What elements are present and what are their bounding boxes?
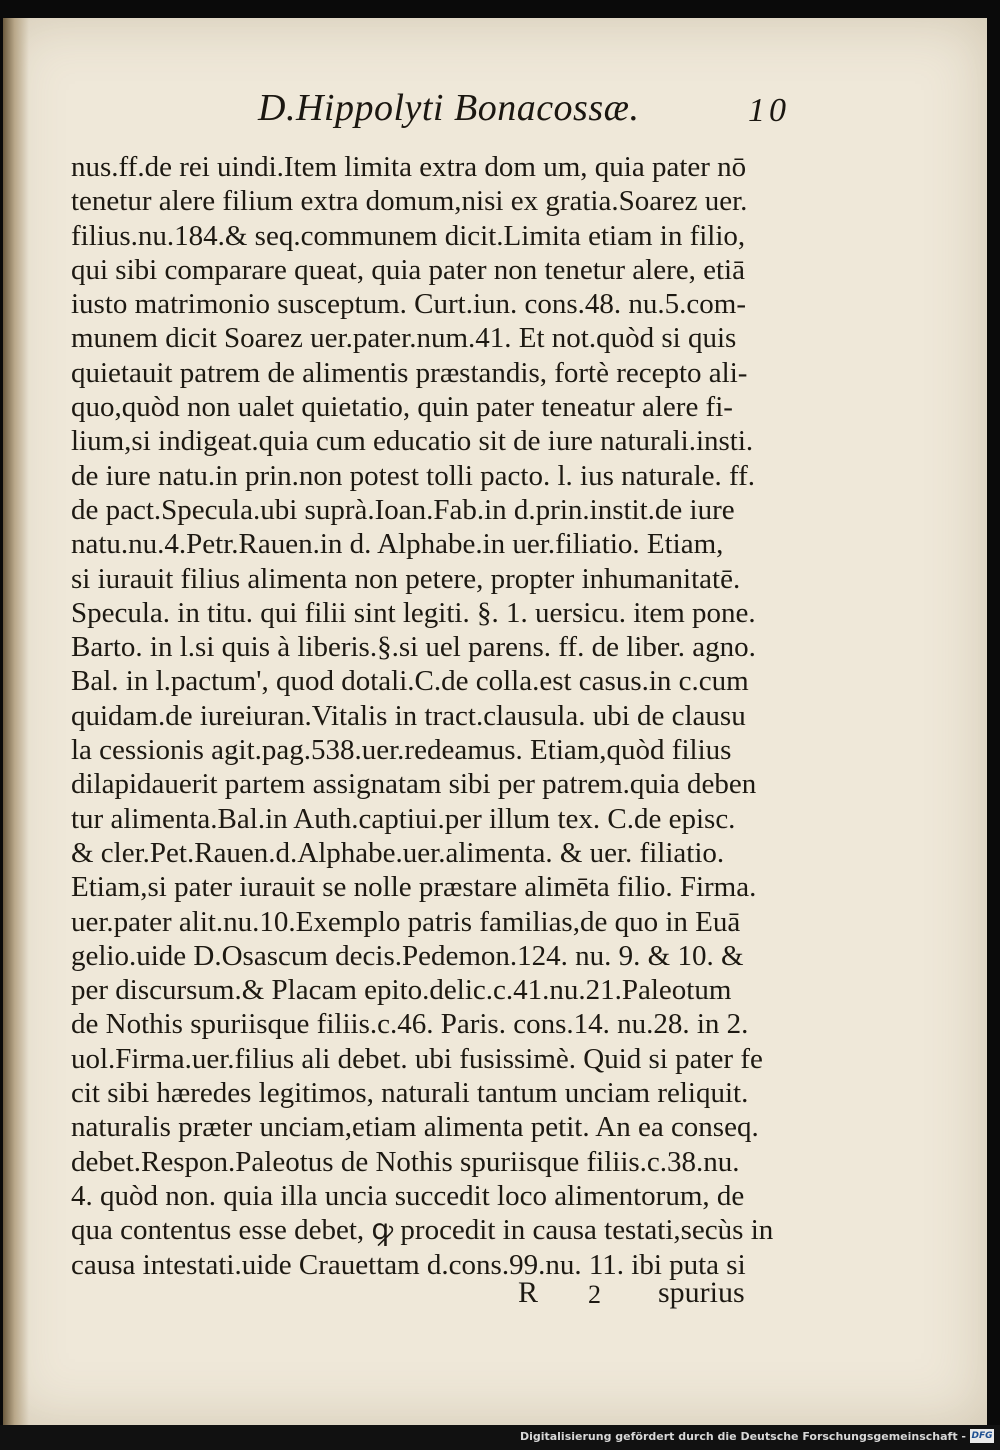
text-line: causa intestati.uide Crauettam d.cons.99.nu. 11. ibi puta si: [71, 1248, 746, 1281]
text-line: per discursum.& Placam epito.delic.c.41.nu.21.Paleotum: [71, 974, 732, 1007]
text-line: natu.nu.4.Petr.Rauen.in d. Alphabe.in uer.filiatio. Etiam,: [71, 528, 724, 561]
signature-mark: R: [518, 1276, 539, 1309]
dfg-logo-icon: DFG: [971, 1431, 993, 1441]
text-line: iusto matrimonio susceptum. Curt.iun. cons.48. nu.5.com-: [71, 288, 747, 321]
text-line: si iurauit filius alimenta non petere, propter inhumanitatē.: [71, 562, 741, 595]
text-line: debet.Respon.Paleotus de Nothis spuriisque filiis.c.38.nu.: [71, 1145, 740, 1178]
text-line: munem dicit Soarez uer.pater.num.41. Et not.quòd si quis: [71, 322, 737, 355]
text-line: dilapidauerit partem assignatam sibi per patrem.quia deben: [71, 768, 757, 801]
text-line: la cessionis agit.pag.538.uer.redeamus. Etiam,quòd filius: [71, 734, 732, 767]
text-line: Barto. in l.si quis à liberis.§.si uel parens. ff. de liber. agno.: [71, 631, 756, 664]
body-text: [71, 150, 831, 1282]
text-line: qui sibi comparare queat, quia pater non tenetur alere, etiā: [71, 253, 745, 286]
text-line: Etiam,si pater iurauit se nolle præstare alimēta filio. Firma.: [71, 871, 757, 904]
page-binding-edge: [3, 18, 29, 1425]
text-line: gelio.uide D.Osascum decis.Pedemon.124. nu. 9. & 10. &: [71, 939, 744, 972]
text-line: Specula. in titu. qui filii sint legiti. §. 1. uersicu. item pone.: [71, 596, 756, 629]
text-line: quidam.de iureiuran.Vitalis in tract.clausula. ubi de clausu: [71, 699, 746, 732]
text-line: uol.Firma.uer.filius ali debet. ubi fusissimè. Quid si pater fe: [71, 1042, 763, 1075]
text-line: Bal. in l.pactum', quod dotali.C.de colla.est casus.in c.cum: [71, 665, 749, 698]
running-title: D.Hippolyti Bonacossæ.: [258, 87, 640, 129]
text-line: lium,si indigeat.quia cum educatio sit de iure naturali.insti.: [71, 425, 754, 458]
digitization-credit-bar: [0, 1425, 1000, 1450]
text-line: quietauit patrem de alimentis præstandis, fortè recepto ali-: [71, 356, 748, 389]
book-page: [3, 18, 987, 1425]
text-line: de Nothis spuriisque filiis.c.46. Paris. cons.14. nu.28. in 2.: [71, 1008, 749, 1041]
text-line: cit sibi hæredes legitimos, naturali tantum unciam reliquit.: [71, 1077, 749, 1110]
text-line: quo,quòd non ualet quietatio, quin pater teneatur alere fi-: [71, 391, 733, 424]
text-line: tenetur alere filium extra domum,nisi ex gratia.Soarez uer.: [71, 185, 748, 218]
text-line: de pact.Specula.ubi suprà.Ioan.Fab.in d.prin.instit.de iure: [71, 493, 735, 526]
text-line: naturalis præter unciam,etiam alimenta petit. An ea conseq.: [71, 1111, 759, 1144]
running-head: [3, 86, 987, 146]
digitization-credit-text: Digitalisierung gefördert durch die Deutsche Forschungsgemeinschaft -: [519, 1430, 966, 1443]
text-line: qua contentus esse debet, ꝙ procedit in causa testati,secùs in: [71, 1214, 774, 1247]
text-line: uer.pater alit.nu.10.Exemplo patris familias,de quo in Euā: [71, 905, 741, 938]
catchword: spurius: [658, 1276, 745, 1309]
folio-number: 10: [748, 92, 790, 129]
text-line: nus.ff.de rei uindi.Item limita extra dom um, quia pater nō: [71, 151, 747, 183]
text-line: 4. quòd non. quia illa uncia succedit loco alimentorum, de: [71, 1179, 745, 1212]
text-line: filius.nu.184.& seq.communem dicit.Limita etiam in filio,: [71, 219, 746, 252]
text-line: de iure natu.in prin.non potest tolli pacto. l. ius naturale. ff.: [71, 459, 756, 492]
text-line: tur alimenta.Bal.in Auth.captiui.per illum tex. C.de episc.: [71, 802, 736, 835]
signature-number: 2: [588, 1280, 601, 1309]
text-line: & cler.Pet.Rauen.d.Alphabe.uer.alimenta. & uer. filiatio.: [71, 836, 725, 869]
